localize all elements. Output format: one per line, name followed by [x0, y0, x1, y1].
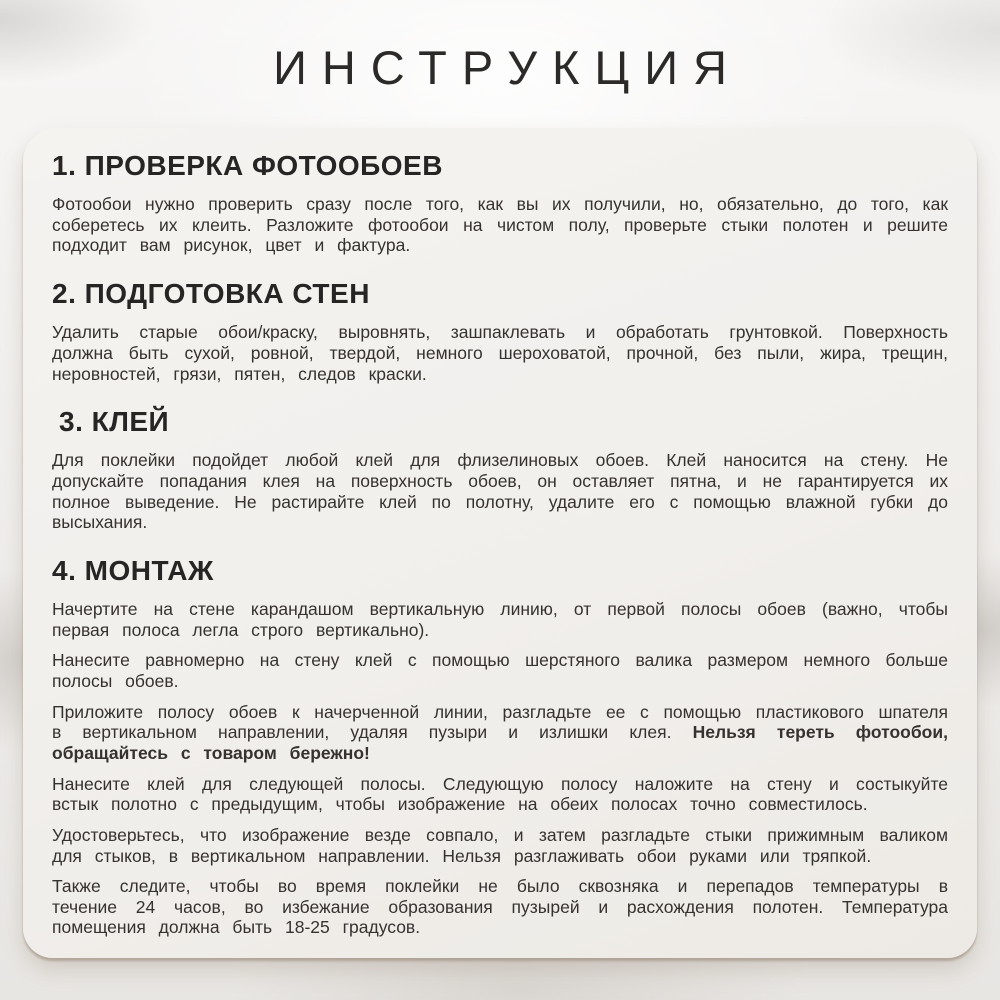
page-title: ИНСТРУКЦИЯ: [273, 41, 742, 94]
section-check-wallpaper: [52, 150, 948, 256]
paragraph-check-seams: Удостоверьтесь, что изображение везде совпало, и затем разгладьте стыки прижимным валиком для стыков, в вертикальном направлении. Нельзя разглаживать обои руками или тряпкой.: [52, 824, 948, 866]
paragraph-draw-line: Начертите на стене карандашом вертикальную линию, от первой полосы обоев (важно, чтобы первая полоса легла строго вертикально).: [52, 599, 948, 640]
section-wall-preparation: [52, 278, 948, 384]
paragraph-smooth-strip-warning: Нельзя тереть фотообои, обращайтесь с товаром бережно!: [52, 722, 948, 763]
paragraph-smooth-strip-text: Приложите полосу обоев к начерченной линии, разгладьте ее с помощью пластикового шпателя в вертикальном направлении, удаляя пузыри и излишки клея.: [52, 701, 948, 743]
section-heading-check: 1. ПРОВЕРКА ФОТООБОЕВ: [52, 150, 443, 181]
paragraph-check: Фотообои нужно проверить сразу после того, как вы их получили, но, обязательно, до того, как соберетесь их клеить. Разложите фотообои на чистом полу, проверьте стыки полотен и решите подходит вам рисунок, цвет и фактура.: [52, 194, 948, 256]
paragraph-next-strip: Нанесите клей для следующей полосы. Следующую полосу наложите на стену и состыкуйте встык полотно с предыдущим, чтобы изображение на обеих полосах точно совместилось.: [52, 773, 948, 815]
paragraph-temperature: Также следите, чтобы во время поклейки не было сквозняка и перепадов температуры в течение 24 часов, во избежание образования пузырей и расхождения полотен. Температура помещения должна быть 18-25 градусов.: [52, 876, 948, 938]
paragraph-smooth-strip: [52, 702, 948, 764]
paragraph-glue: Для поклейки подойдет любой клей для флизелиновых обоев. Клей наносится на стену. Не допускайте попадания клея на поверхность обоев, он оставляет пятна, и не гарантируется их полное выведение. Не растирайте клей по полотну, удалите его с помощью влажной губки до высыхания.: [52, 450, 948, 533]
section-installation: [52, 555, 948, 938]
section-glue: [52, 406, 948, 533]
section-heading-glue: 3. КЛЕЙ: [59, 406, 170, 438]
section-heading-installation: 4. МОНТАЖ: [52, 554, 214, 586]
section-heading-walls: 2. ПОДГОТОВКА СТЕН: [52, 278, 370, 310]
instruction-card: [23, 128, 977, 958]
paragraph-apply-glue: Нанесите равномерно на стену клей с помощью шерстяного валика размером немного больше полосы обоев.: [52, 650, 948, 692]
paragraph-walls: Удалить старые обои/краску, выровнять, зашпаклевать и обработать грунтовкой. Поверхность должна быть сухой, ровной, твердой, немного шероховатой, прочной, без пыли, жира, трещин, неровностей, грязи, пятен, следов краски.: [52, 322, 948, 384]
